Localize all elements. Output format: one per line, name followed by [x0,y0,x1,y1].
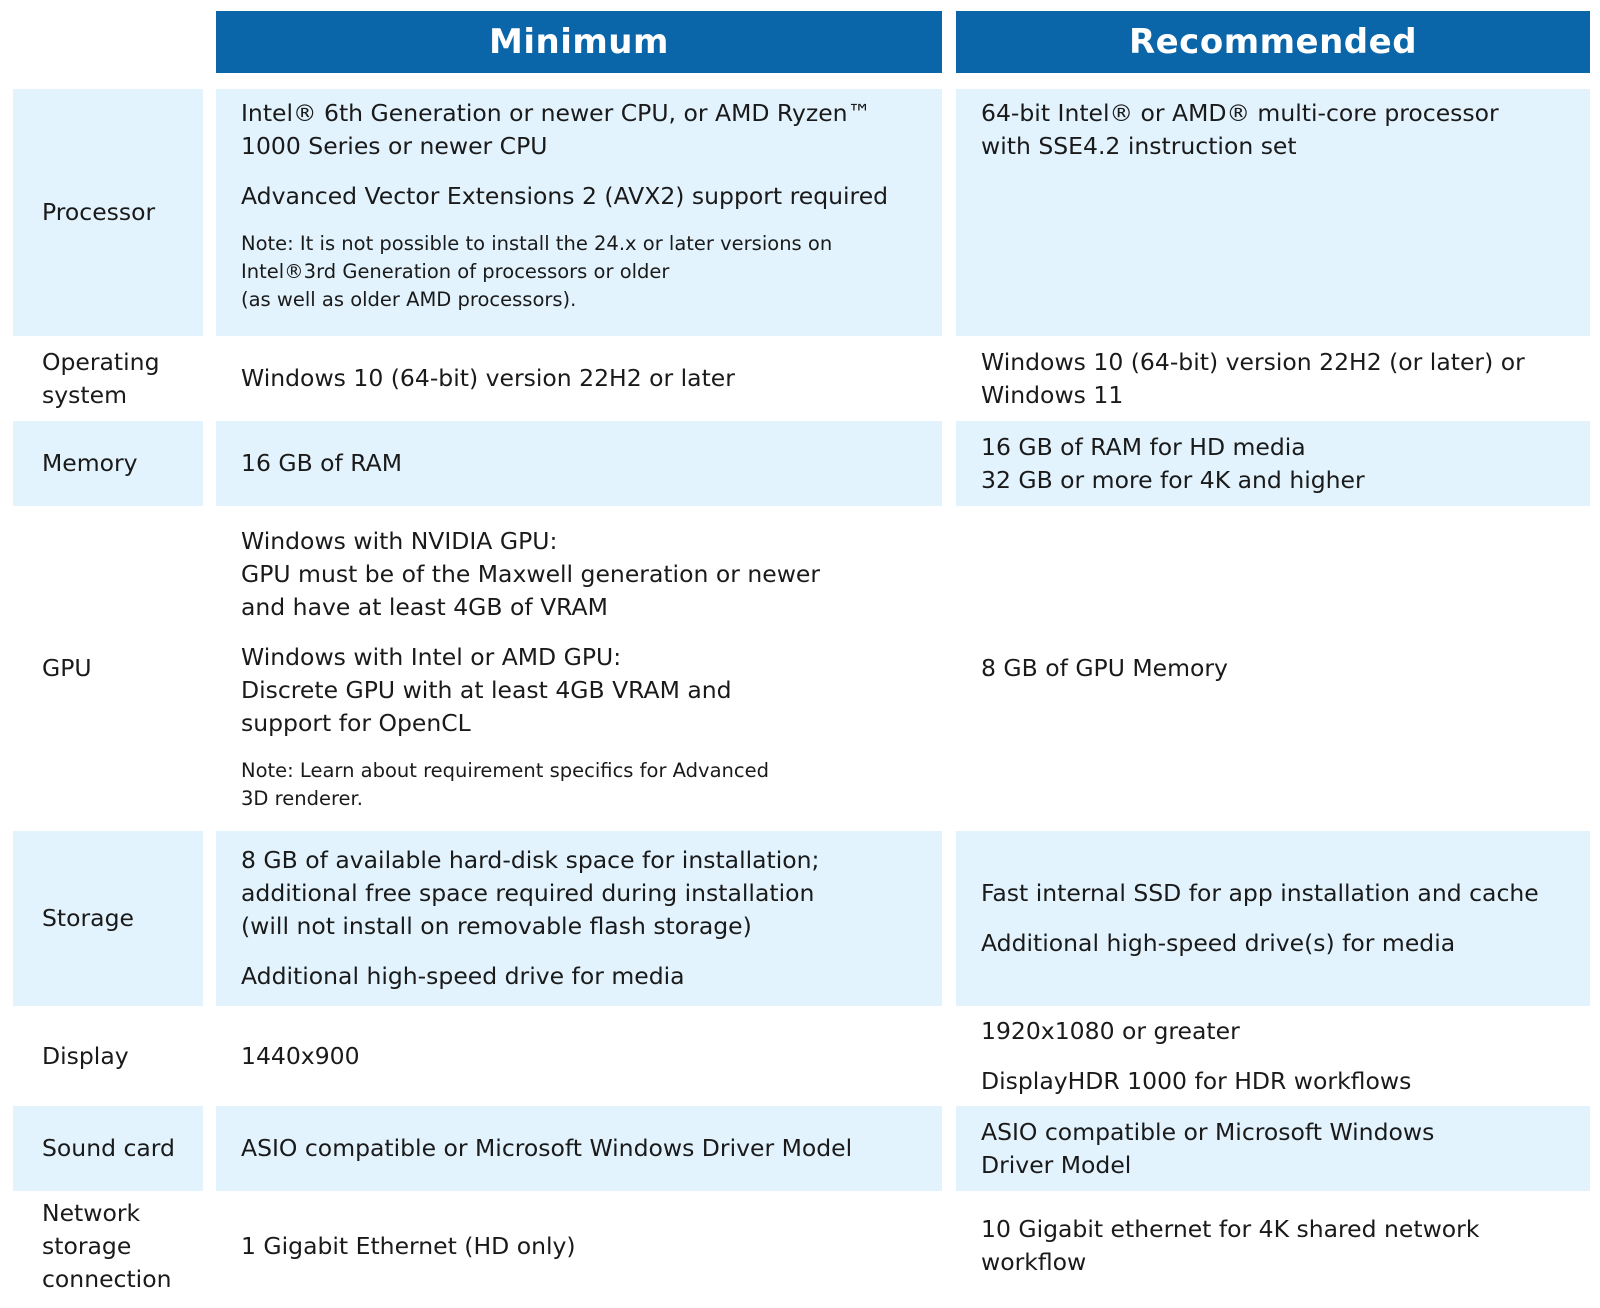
spec-line: 32 GB or more for 4K and higher [981,465,1365,494]
spec-line: ASIO compatible or Microsoft Windows Driver Model [241,1134,853,1162]
spec-paragraph [241,180,932,213]
minimum-processor-cell [216,89,942,336]
spec-line: workflow [981,1248,1087,1276]
spec-paragraph [241,960,932,993]
spec-line: 16 GB of RAM for HD media [981,432,1306,461]
spec-paragraph [241,641,932,740]
spec-line: 8 GB of GPU Memory [981,654,1228,682]
spec-line: 10 Gigabit ethernet for 4K shared network [981,1215,1480,1243]
row-label-memory [13,421,203,506]
row-label-line: Processor [42,198,156,226]
spec-line: Additional high-speed drive for media [241,962,685,990]
spec-line: Additional high-speed drive(s) for media [981,929,1456,957]
row-label-line: Operating [42,347,160,376]
spec-line: 8 GB of available hard-disk space for installation; [241,846,820,874]
spec-line: 16 GB of RAM [241,449,403,477]
spec-line: with SSE4.2 instruction set [981,132,1297,160]
spec-note [241,757,932,813]
row-label-display [13,1006,203,1106]
spec-line: 1000 Series or newer CPU [241,132,548,160]
row-label-line: Storage [42,904,134,932]
spec-line: additional free space required during installation [241,879,815,907]
recommended-os-cell [956,336,1590,421]
note-line: Note: Learn about requirement specifics for Advanced [241,758,769,782]
recommended-display-cell [956,1006,1590,1106]
spec-paragraph [241,97,932,163]
spec-line: Advanced Vector Extensions 2 (AVX2) support required [241,182,889,210]
row-label-line: storage [42,1231,132,1260]
recommended-storage-cell [956,831,1590,1006]
row-label-storage [13,831,203,1006]
row-label-line: Network [42,1198,141,1227]
spec-line: Intel® 6th Generation or newer CPU, or AMD Ryzen™ [241,99,872,127]
row-label-gpu [13,506,203,831]
spec-line: and have at least 4GB of VRAM [241,592,608,621]
row-label-operating-system [13,336,203,421]
recommended-processor-cell [956,89,1590,336]
row-label-processor [13,89,203,336]
recommended-network-cell [956,1191,1590,1301]
spec-line: Driver Model [981,1150,1132,1179]
spec-line: 1920x1080 or greater [981,1016,1240,1045]
spec-line: DisplayHDR 1000 for HDR workflows [981,1066,1412,1095]
spec-line: Windows with Intel or AMD GPU: [241,642,622,671]
row-label-line: Memory [42,449,138,477]
spec-note [241,230,932,314]
note-line: 3D renderer. [241,786,363,810]
minimum-display-cell [216,1006,942,1106]
note-line: Intel®3rd Generation of processors or older [241,260,670,283]
spec-paragraph [981,927,1580,960]
note-line: (as well as older AMD processors). [241,288,577,311]
note-line: Note: It is not possible to install the 24.x or later versions on [241,232,833,255]
spec-line: Fast internal SSD for app installation and cache [981,879,1539,907]
row-label-line: Display [42,1041,129,1070]
recommended-memory-cell [956,421,1590,506]
spec-line: 1440x900 [241,1041,360,1070]
minimum-gpu-cell [216,506,942,831]
row-label-line: connection [42,1264,172,1293]
spec-paragraph [981,97,1580,163]
spec-line: Discrete GPU with at least 4GB VRAM and [241,675,732,704]
row-label-network-storage [13,1191,203,1301]
minimum-network-cell [216,1191,942,1301]
minimum-storage-cell [216,831,942,1006]
row-label-sound-card [13,1106,203,1191]
recommended-gpu-cell [956,506,1590,831]
row-label-line: GPU [42,654,92,682]
spec-line: support for OpenCL [241,708,471,737]
header-minimum: Minimum [216,11,942,73]
spec-line: GPU must be of the Maxwell generation or newer [241,559,821,588]
header-recommended: Recommended [956,11,1590,73]
spec-paragraph [241,525,932,624]
spec-paragraph [981,877,1580,910]
row-label-line: Sound card [42,1134,175,1162]
minimum-os-cell [216,336,942,421]
recommended-sound-card-cell [956,1106,1590,1191]
spec-line: 64-bit Intel® or AMD® multi-core processor [981,99,1499,127]
row-label-line: system [42,380,127,409]
spec-line: 1 Gigabit Ethernet (HD only) [241,1231,576,1260]
spec-paragraph [981,1015,1580,1048]
spec-paragraph [241,844,932,943]
spec-line: Windows with NVIDIA GPU: [241,526,558,555]
spec-line: Windows 11 [981,380,1124,409]
spec-line: Windows 10 (64-bit) version 22H2 (or later) or [981,347,1525,376]
spec-line: Windows 10 (64-bit) version 22H2 or later [241,364,735,392]
spec-line: ASIO compatible or Microsoft Windows [981,1117,1435,1146]
minimum-sound-card-cell [216,1106,942,1191]
spec-line: (will not install on removable flash storage) [241,912,752,940]
minimum-memory-cell [216,421,942,506]
spec-paragraph [981,1065,1580,1098]
